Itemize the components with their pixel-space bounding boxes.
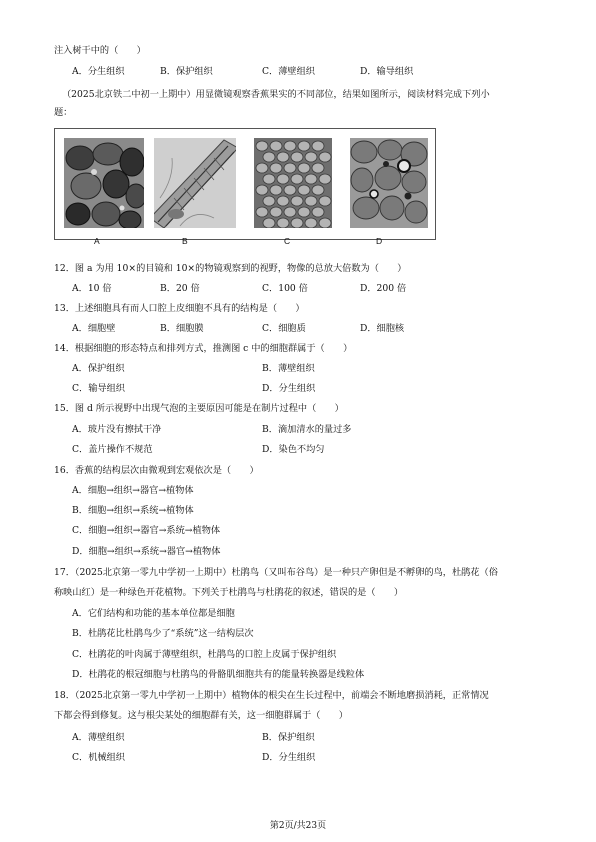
q16-stem: 16．香蕉的结构层次由微观到宏观依次是（ ）	[54, 465, 259, 476]
q12-option-c: C．100 倍	[262, 283, 308, 294]
q16-option-d: D．细胞→组织→系统→器官→植物体	[72, 546, 221, 557]
q13-option-a: A．细胞壁	[72, 323, 116, 334]
q18-option-a: A．薄壁组织	[72, 732, 125, 743]
q13-option-c: C．细胞质	[262, 323, 306, 334]
micrograph-b	[154, 138, 236, 228]
q17-stem-line-1: 17．（2025北京第一零九中学初一上期中）杜鹃鸟（又叫布谷鸟）是一种只产卵但是不孵卵的鸟，杜鹃花（俗	[54, 567, 498, 578]
micrograph-a	[64, 138, 144, 228]
q17-option-d: D．杜鹃花的根冠细胞与杜鹃鸟的骨骼肌细胞共有的能量转换器是线粒体	[72, 669, 365, 680]
q18-option-b: B．保护组织	[262, 732, 315, 743]
q12-option-b: B．20 倍	[160, 283, 200, 294]
q13-option-b: B．细胞膜	[160, 323, 204, 334]
figure-label-c: C	[284, 236, 291, 246]
q14-option-b: B．薄壁组织	[262, 363, 315, 374]
q16-option-b: B．细胞→组织→系统→植物体	[72, 505, 194, 516]
q11-option-c: C．薄壁组织	[262, 66, 315, 77]
q12-stem: 12．图 a 为用 10×的目镜和 10×的物镜观察到的视野，物像的总放大倍数为（ ）	[54, 263, 407, 274]
q18-stem-line-2: 下都会得到修复。这与根尖某处的细胞群有关，这一细胞群属于（ ）	[54, 710, 348, 721]
q13-option-d: D．细胞核	[360, 323, 405, 334]
q15-option-b: B．滴加清水的量过多	[262, 424, 352, 435]
q18-option-c: C．机械组织	[72, 752, 125, 763]
q15-stem: 15．图 d 所示视野中出现气泡的主要原因可能是在制片过程中（ ）	[54, 403, 344, 414]
intro-line-2: 题：	[54, 107, 73, 118]
q17-option-c: C．杜鹃花的叶肉属于薄壁组织，杜鹃鸟的口腔上皮属于保护组织	[72, 649, 337, 660]
q16-option-a: A．细胞→组织→器官→植物体	[72, 485, 194, 496]
micrograph-figure	[54, 128, 436, 252]
q11-stem-tail: 注入树干中的（ ）	[54, 45, 146, 56]
q13-stem: 13．上述细胞具有而人口腔上皮细胞不具有的结构是（ ）	[54, 303, 305, 314]
q12-option-d: D．200 倍	[360, 283, 407, 294]
figure-label-b: B	[182, 236, 188, 246]
q18-stem-line-1: 18．（2025北京第一零九中学初一上期中）植物体的根尖在生长过程中，前端会不断地磨损消耗，正常情况	[54, 690, 489, 701]
q11-option-d: D．输导组织	[360, 66, 414, 77]
micrograph-c	[254, 138, 332, 228]
q14-option-d: D．分生组织	[262, 383, 316, 394]
q17-option-b: B．杜鹃花比杜鹃鸟少了“系统”这一结构层次	[72, 628, 254, 639]
figure-label-d: D	[376, 236, 383, 246]
q17-stem-line-2: 称映山红）是一种绿色开花植物。下列关于杜鹃鸟与杜鹃花的叙述，错误的是（ ）	[54, 587, 404, 598]
q11-option-b: B．保护组织	[160, 66, 213, 77]
q16-option-c: C．细胞→组织→器官→系统→植物体	[72, 525, 221, 536]
q14-option-a: A．保护组织	[72, 363, 125, 374]
q14-option-c: C．输导组织	[72, 383, 125, 394]
page-footer: 第2页/共23页	[269, 821, 327, 831]
micrograph-d	[350, 138, 428, 228]
q17-option-a: A．它们结构和功能的基本单位都是细胞	[72, 608, 235, 619]
q14-stem: 14．根据细胞的形态特点和排列方式，推测图 c 中的细胞群属于（ ）	[54, 343, 353, 354]
q15-option-c: C．盖片操作不规范	[72, 444, 153, 455]
figure-label-a: A	[94, 236, 100, 246]
q12-option-a: A．10 倍	[72, 283, 112, 294]
q15-option-a: A．玻片没有擦拭干净	[72, 424, 162, 435]
q18-option-d: D．分生组织	[262, 752, 316, 763]
intro-line-1: （2025北京铁二中初一上期中）用显微镜观察香蕉果实的不同部位，结果如图所示，阅读材料完成下列小	[62, 89, 490, 100]
q15-option-d: D．染色不均匀	[262, 444, 325, 455]
q11-option-a: A．分生组织	[72, 66, 125, 77]
